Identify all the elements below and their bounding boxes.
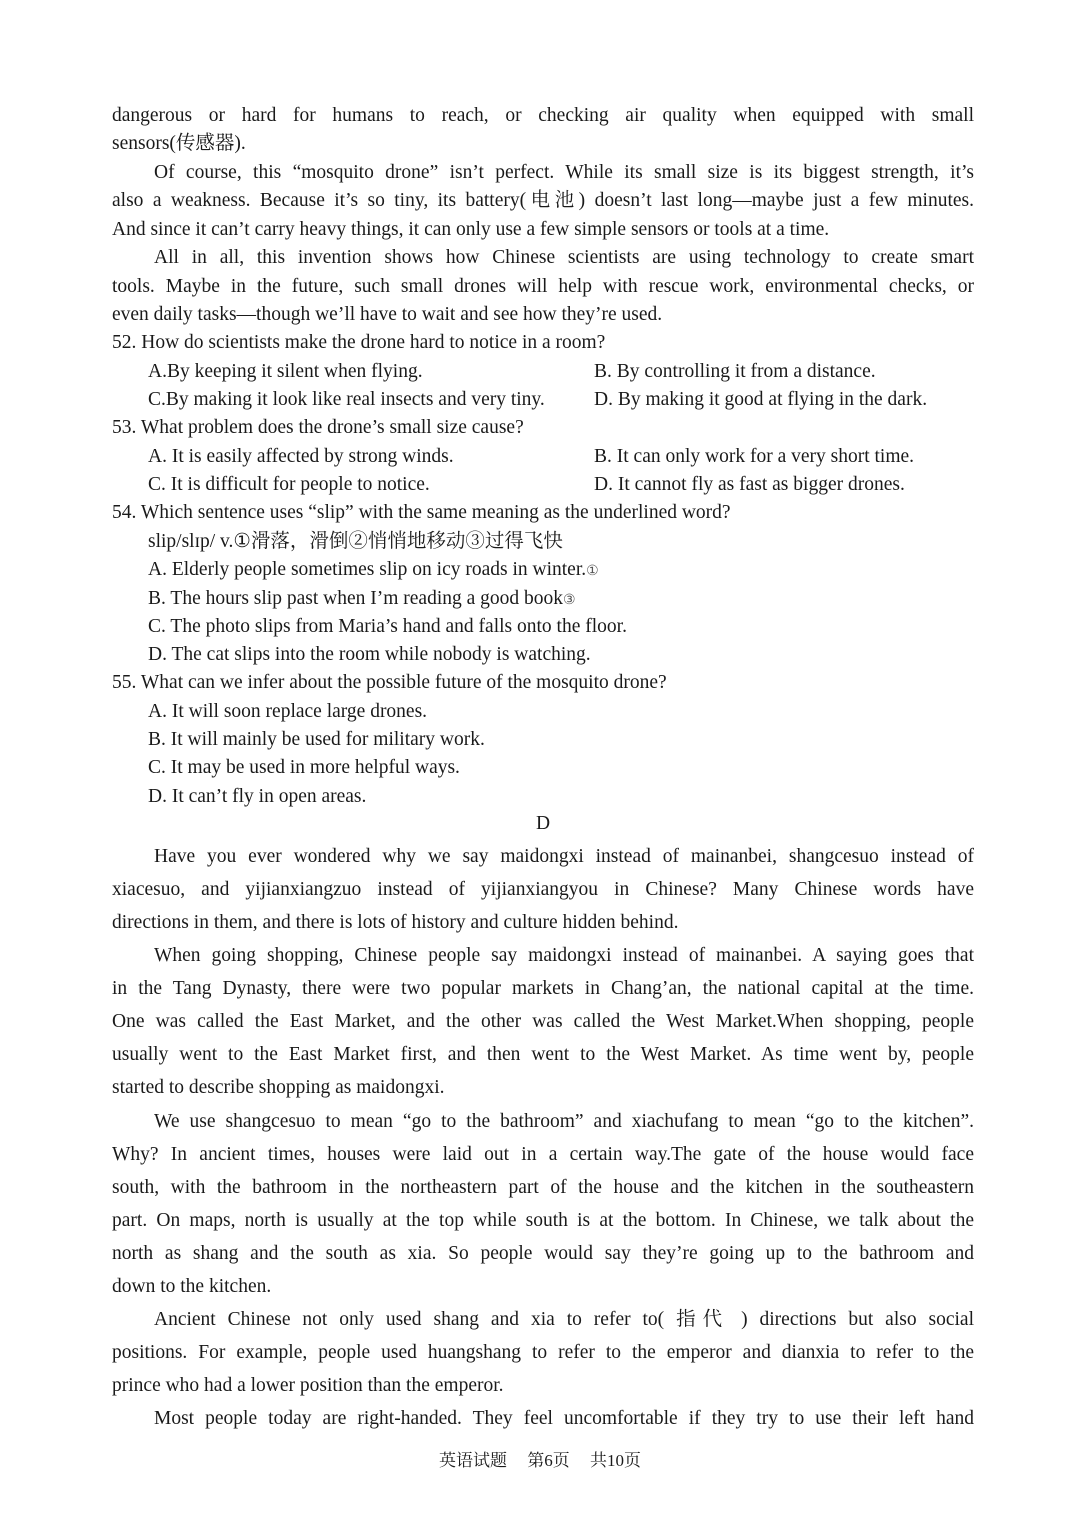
passage-line: And since it can’t carry heavy things, it can only use a few simple sensors or tools at a time. <box>112 219 830 240</box>
question-53-option-b: B. It can only work for a very short time. <box>594 446 915 467</box>
passage-line: Most people today are right-handed. They feel uncomfortable if they try to use their left hand <box>154 1408 974 1429</box>
passage-line: also a weakness. Because it’s so tiny, its battery(电池) doesn’t last long—maybe just a few minutes. <box>112 190 974 211</box>
passage-line: south, with the bathroom in the northeastern part of the house and the kitchen in the southeastern <box>112 1177 974 1198</box>
passage-line: When going shopping, Chinese people say maidongxi instead of mainanbei. A saying goes that <box>154 945 974 966</box>
question-53-option-a: A. It is easily affected by strong winds. <box>148 446 454 467</box>
passage-line: Have you ever wondered why we say maidongxi instead of mainanbei, shangcesuo instead of <box>154 846 974 867</box>
question-54-option-d: D. The cat slips into the room while nobody is watching. <box>148 644 591 665</box>
passage-line: usually went to the East Market first, and then went to the West Market. As time went by, people <box>112 1044 974 1065</box>
footer-page-number: 第6页 <box>527 1451 570 1470</box>
passage-line: sensors(传感器). <box>112 133 246 154</box>
option-text: B. The hours slip past when I’m reading a good book <box>148 588 564 609</box>
handwritten-mark: ① <box>586 564 599 579</box>
question-52-option-c: C.By making it look like real insects and very tiny. <box>148 389 545 410</box>
question-54-option-a <box>148 560 599 580</box>
footer-total-pages: 共10页 <box>590 1451 641 1470</box>
passage-line: north as shang and the south as xia. So people would say they’re going up to the bathroom and <box>112 1243 974 1264</box>
question-54-option-b <box>148 589 576 609</box>
passage-line: dangerous or hard for humans to reach, or checking air quality when equipped with small <box>112 105 974 126</box>
question-54-note: slip/slɪp/ v.①滑落，滑倒②悄悄地移动③过得飞快 <box>148 531 563 552</box>
question-55-stem: 55. What can we infer about the possible future of the mosquito drone? <box>112 672 667 693</box>
question-54-stem: 54. Which sentence uses “slip” with the same meaning as the underlined word? <box>112 502 731 523</box>
question-52-option-d: D. By making it good at flying in the dark. <box>594 389 928 410</box>
passage-line: even daily tasks—though we’ll have to wait and see how they’re used. <box>112 304 663 325</box>
passage-line: Why? In ancient times, houses were laid out in a certain way.The gate of the house would face <box>112 1144 974 1165</box>
passage-line: We use shangcesuo to mean “go to the bathroom” and xiachufang to mean “go to the kitchen”. <box>154 1111 974 1132</box>
option-text: A. Elderly people sometimes slip on icy roads in winter. <box>148 559 587 580</box>
passage-line: positions. For example, people used huangshang to refer to the emperor and dianxia to refer to the <box>112 1342 974 1363</box>
question-55-option-b: B. It will mainly be used for military work. <box>148 729 485 750</box>
handwritten-mark: ③ <box>563 593 576 608</box>
passage-line: xiacesuo, and yijianxiangzuo instead of yijianxiangyou in Chinese? Many Chinese words have <box>112 879 974 900</box>
question-52-stem: 52. How do scientists make the drone hard to notice in a room? <box>112 332 606 353</box>
question-55-option-a: A. It will soon replace large drones. <box>148 701 428 722</box>
passage-line: down to the kitchen. <box>112 1276 272 1297</box>
question-54-option-c: C. The photo slips from Maria’s hand and falls onto the floor. <box>148 616 627 637</box>
passage-line: directions in them, and there is lots of history and culture hidden behind. <box>112 912 679 933</box>
passage-line: Of course, this “mosquito drone” isn’t perfect. While its small size is its biggest strength, it’s <box>154 162 974 183</box>
passage-line: tools. Maybe in the future, such small drones will help with rescue work, environmental checks, or <box>112 276 974 297</box>
question-53-option-c: C. It is difficult for people to notice. <box>148 474 430 495</box>
question-53-stem: 53. What problem does the drone’s small size cause? <box>112 417 524 438</box>
passage-line: in the Tang Dynasty, there were two popular markets in Chang’an, the national capital at the time. <box>112 978 974 999</box>
footer-subject: 英语试题 <box>439 1451 507 1470</box>
question-55-option-c: C. It may be used in more helpful ways. <box>148 757 460 778</box>
section-label: D <box>535 813 551 834</box>
passage-line: prince who had a lower position than the emperor. <box>112 1375 504 1396</box>
question-55-option-d: D. It can’t fly in open areas. <box>148 786 367 807</box>
passage-line: Ancient Chinese not only used shang and xia to refer to( 指代 ) directions but also social <box>154 1309 974 1330</box>
passage-line: started to describe shopping as maidongxi. <box>112 1077 445 1098</box>
question-52-option-b: B. By controlling it from a distance. <box>594 361 876 382</box>
question-53-option-d: D. It cannot fly as fast as bigger drones. <box>594 474 905 495</box>
passage-line: One was called the East Market, and the other was called the West Market.When shopping, people <box>112 1011 974 1032</box>
passage-line: part. On maps, north is usually at the top while south is at the bottom. In Chinese, we talk about the <box>112 1210 974 1231</box>
page-footer <box>0 1446 1080 1471</box>
passage-line: All in all, this invention shows how Chinese scientists are using technology to create smart <box>154 247 974 268</box>
question-52-option-a: A.By keeping it silent when flying. <box>148 361 423 382</box>
